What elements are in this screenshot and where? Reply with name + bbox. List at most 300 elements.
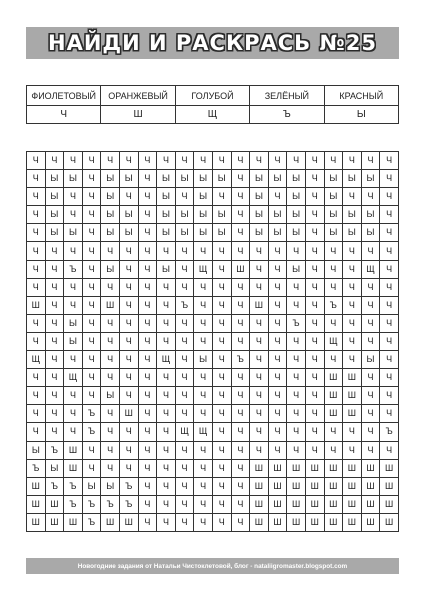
- grid-cell[interactable]: Ш: [27, 513, 46, 531]
- grid-cell[interactable]: Ч: [380, 369, 399, 387]
- grid-cell[interactable]: Ш: [324, 369, 343, 387]
- grid-cell[interactable]: Ч: [287, 423, 306, 441]
- grid-cell[interactable]: Ы: [324, 206, 343, 224]
- grid-cell[interactable]: Ч: [324, 314, 343, 332]
- grid-cell[interactable]: Ы: [250, 206, 269, 224]
- grid-cell[interactable]: Ъ: [380, 423, 399, 441]
- grid-cell[interactable]: Ч: [64, 278, 83, 296]
- grid-cell[interactable]: Ы: [268, 170, 287, 188]
- grid-cell[interactable]: Ч: [212, 441, 231, 459]
- grid-cell[interactable]: Ъ: [324, 296, 343, 314]
- grid-cell[interactable]: Ч: [287, 369, 306, 387]
- grid-cell[interactable]: Ы: [119, 206, 138, 224]
- grid-cell[interactable]: Ш: [361, 477, 380, 495]
- grid-cell[interactable]: Ч: [343, 152, 362, 170]
- grid-cell[interactable]: Ч: [175, 387, 194, 405]
- grid-cell[interactable]: Ы: [45, 188, 64, 206]
- grid-cell[interactable]: Ы: [287, 188, 306, 206]
- grid-cell[interactable]: Ы: [45, 206, 64, 224]
- grid-cell[interactable]: Ы: [157, 188, 176, 206]
- grid-cell[interactable]: Ш: [380, 513, 399, 531]
- grid-cell[interactable]: Ш: [380, 477, 399, 495]
- grid-cell[interactable]: Ч: [45, 332, 64, 350]
- grid-cell[interactable]: Ч: [305, 423, 324, 441]
- grid-cell[interactable]: Ш: [361, 513, 380, 531]
- grid-cell[interactable]: Ч: [45, 242, 64, 260]
- grid-cell[interactable]: Ч: [119, 188, 138, 206]
- grid-cell[interactable]: Ы: [250, 224, 269, 242]
- grid-cell[interactable]: Ч: [361, 242, 380, 260]
- grid-cell[interactable]: Ъ: [64, 260, 83, 278]
- grid-cell[interactable]: Ч: [101, 278, 120, 296]
- grid-cell[interactable]: Щ: [194, 423, 213, 441]
- grid-cell[interactable]: Ы: [212, 206, 231, 224]
- grid-cell[interactable]: Ч: [231, 513, 250, 531]
- grid-cell[interactable]: Ш: [250, 296, 269, 314]
- grid-cell[interactable]: Ч: [82, 351, 101, 369]
- grid-cell[interactable]: Ч: [305, 260, 324, 278]
- grid-cell[interactable]: Ч: [194, 296, 213, 314]
- grid-cell[interactable]: Ч: [175, 441, 194, 459]
- grid-cell[interactable]: Ы: [119, 170, 138, 188]
- grid-cell[interactable]: Ч: [138, 170, 157, 188]
- grid-cell[interactable]: Ч: [305, 387, 324, 405]
- grid-cell[interactable]: Ч: [231, 188, 250, 206]
- grid-cell[interactable]: Ч: [305, 351, 324, 369]
- grid-cell[interactable]: Ч: [268, 152, 287, 170]
- grid-cell[interactable]: Ч: [101, 459, 120, 477]
- grid-cell[interactable]: Ч: [82, 224, 101, 242]
- grid-cell[interactable]: Ы: [45, 224, 64, 242]
- grid-cell[interactable]: Ш: [343, 513, 362, 531]
- grid-cell[interactable]: Ч: [64, 242, 83, 260]
- grid-cell[interactable]: Ы: [64, 314, 83, 332]
- grid-cell[interactable]: Ч: [27, 278, 46, 296]
- grid-cell[interactable]: Ы: [101, 387, 120, 405]
- grid-cell[interactable]: Ч: [324, 152, 343, 170]
- grid-cell[interactable]: Ы: [343, 224, 362, 242]
- grid-cell[interactable]: Ш: [268, 513, 287, 531]
- grid-cell[interactable]: Ч: [250, 369, 269, 387]
- grid-cell[interactable]: Ч: [250, 423, 269, 441]
- grid-cell[interactable]: Ч: [380, 405, 399, 423]
- grid-cell[interactable]: Ч: [361, 441, 380, 459]
- grid-cell[interactable]: Ч: [157, 441, 176, 459]
- grid-cell[interactable]: Ч: [231, 387, 250, 405]
- grid-cell[interactable]: Ч: [361, 405, 380, 423]
- grid-cell[interactable]: Ч: [82, 369, 101, 387]
- grid-cell[interactable]: Ч: [305, 206, 324, 224]
- grid-cell[interactable]: Ч: [157, 405, 176, 423]
- grid-cell[interactable]: Ш: [268, 495, 287, 513]
- grid-cell[interactable]: Ч: [212, 513, 231, 531]
- grid-cell[interactable]: Ч: [82, 188, 101, 206]
- grid-cell[interactable]: Ш: [250, 513, 269, 531]
- grid-cell[interactable]: Ч: [212, 387, 231, 405]
- grid-cell[interactable]: Ч: [157, 495, 176, 513]
- grid-cell[interactable]: Ч: [175, 513, 194, 531]
- grid-cell[interactable]: Ч: [45, 387, 64, 405]
- grid-cell[interactable]: Ш: [268, 477, 287, 495]
- grid-cell[interactable]: Ч: [343, 441, 362, 459]
- grid-cell[interactable]: Ч: [380, 260, 399, 278]
- grid-cell[interactable]: Ч: [361, 188, 380, 206]
- grid-cell[interactable]: Ч: [138, 369, 157, 387]
- grid-cell[interactable]: Ы: [268, 224, 287, 242]
- grid-cell[interactable]: Ш: [45, 513, 64, 531]
- grid-cell[interactable]: Ч: [380, 332, 399, 350]
- grid-cell[interactable]: Ъ: [82, 495, 101, 513]
- grid-cell[interactable]: Ч: [175, 152, 194, 170]
- grid-cell[interactable]: Ч: [119, 387, 138, 405]
- grid-cell[interactable]: Щ: [27, 351, 46, 369]
- grid-cell[interactable]: Ч: [268, 387, 287, 405]
- grid-cell[interactable]: Ч: [157, 387, 176, 405]
- grid-cell[interactable]: Ч: [138, 513, 157, 531]
- grid-cell[interactable]: Ч: [305, 369, 324, 387]
- grid-cell[interactable]: Ы: [45, 459, 64, 477]
- grid-cell[interactable]: Ш: [45, 495, 64, 513]
- grid-cell[interactable]: Ч: [138, 423, 157, 441]
- grid-cell[interactable]: Ч: [268, 242, 287, 260]
- grid-cell[interactable]: Ч: [305, 278, 324, 296]
- grid-cell[interactable]: Ы: [361, 170, 380, 188]
- grid-cell[interactable]: Ш: [324, 387, 343, 405]
- grid-cell[interactable]: Ч: [380, 188, 399, 206]
- grid-cell[interactable]: Ч: [138, 188, 157, 206]
- grid-cell[interactable]: Ч: [45, 351, 64, 369]
- grid-cell[interactable]: Ч: [27, 242, 46, 260]
- grid-cell[interactable]: Ч: [250, 314, 269, 332]
- grid-cell[interactable]: Ч: [343, 278, 362, 296]
- grid-cell[interactable]: Ч: [157, 152, 176, 170]
- grid-cell[interactable]: Ч: [45, 423, 64, 441]
- grid-cell[interactable]: Ч: [119, 278, 138, 296]
- grid-cell[interactable]: Ч: [45, 296, 64, 314]
- grid-cell[interactable]: Ч: [27, 423, 46, 441]
- grid-cell[interactable]: Ч: [64, 351, 83, 369]
- grid-cell[interactable]: Ч: [82, 459, 101, 477]
- grid-cell[interactable]: Ы: [343, 206, 362, 224]
- grid-cell[interactable]: Ш: [380, 459, 399, 477]
- grid-cell[interactable]: Ч: [27, 188, 46, 206]
- grid-cell[interactable]: Ч: [231, 405, 250, 423]
- grid-cell[interactable]: Ч: [175, 314, 194, 332]
- grid-cell[interactable]: Ы: [82, 477, 101, 495]
- grid-cell[interactable]: Ч: [45, 369, 64, 387]
- grid-cell[interactable]: Ч: [157, 423, 176, 441]
- grid-cell[interactable]: Ш: [101, 513, 120, 531]
- grid-cell[interactable]: Ч: [324, 351, 343, 369]
- grid-cell[interactable]: Ъ: [45, 441, 64, 459]
- grid-cell[interactable]: Ч: [101, 332, 120, 350]
- grid-cell[interactable]: Ы: [101, 206, 120, 224]
- grid-cell[interactable]: Ч: [268, 260, 287, 278]
- grid-cell[interactable]: Ч: [343, 188, 362, 206]
- grid-cell[interactable]: Ч: [175, 260, 194, 278]
- grid-cell[interactable]: Ч: [380, 387, 399, 405]
- grid-cell[interactable]: Ч: [212, 369, 231, 387]
- grid-cell[interactable]: Ч: [119, 369, 138, 387]
- grid-cell[interactable]: Ч: [27, 152, 46, 170]
- grid-cell[interactable]: Ч: [101, 369, 120, 387]
- grid-cell[interactable]: Ч: [268, 405, 287, 423]
- grid-cell[interactable]: Ч: [138, 459, 157, 477]
- grid-cell[interactable]: Ч: [27, 170, 46, 188]
- grid-cell[interactable]: Ы: [250, 170, 269, 188]
- grid-cell[interactable]: Ъ: [119, 477, 138, 495]
- grid-cell[interactable]: Ч: [231, 495, 250, 513]
- grid-cell[interactable]: Ч: [101, 242, 120, 260]
- grid-cell[interactable]: Ч: [305, 170, 324, 188]
- grid-cell[interactable]: Ч: [175, 369, 194, 387]
- grid-cell[interactable]: Ч: [231, 296, 250, 314]
- grid-cell[interactable]: Ч: [175, 477, 194, 495]
- grid-cell[interactable]: Ш: [64, 441, 83, 459]
- grid-cell[interactable]: Ы: [194, 206, 213, 224]
- grid-cell[interactable]: Ы: [157, 260, 176, 278]
- grid-cell[interactable]: Ы: [361, 351, 380, 369]
- grid-cell[interactable]: Ч: [175, 332, 194, 350]
- grid-cell[interactable]: Ч: [138, 477, 157, 495]
- grid-cell[interactable]: Ш: [305, 513, 324, 531]
- grid-cell[interactable]: Ч: [212, 351, 231, 369]
- grid-cell[interactable]: Ч: [45, 152, 64, 170]
- grid-cell[interactable]: Ч: [157, 332, 176, 350]
- grid-cell[interactable]: Ы: [287, 170, 306, 188]
- grid-cell[interactable]: Ч: [175, 278, 194, 296]
- grid-cell[interactable]: Ч: [380, 170, 399, 188]
- grid-cell[interactable]: Ч: [287, 405, 306, 423]
- grid-cell[interactable]: Ш: [343, 495, 362, 513]
- grid-cell[interactable]: Ъ: [64, 477, 83, 495]
- grid-cell[interactable]: Ч: [268, 441, 287, 459]
- grid-cell[interactable]: Ч: [231, 206, 250, 224]
- grid-cell[interactable]: Ы: [250, 188, 269, 206]
- grid-cell[interactable]: Ш: [268, 459, 287, 477]
- grid-cell[interactable]: Ш: [101, 296, 120, 314]
- grid-cell[interactable]: Ы: [212, 170, 231, 188]
- grid-cell[interactable]: Ч: [212, 188, 231, 206]
- grid-cell[interactable]: Ч: [64, 423, 83, 441]
- grid-cell[interactable]: Ы: [361, 206, 380, 224]
- grid-cell[interactable]: Ч: [324, 278, 343, 296]
- grid-cell[interactable]: Ч: [361, 152, 380, 170]
- grid-cell[interactable]: Ч: [175, 495, 194, 513]
- grid-cell[interactable]: Ы: [101, 224, 120, 242]
- grid-cell[interactable]: Ч: [343, 296, 362, 314]
- grid-cell[interactable]: Ч: [175, 405, 194, 423]
- grid-cell[interactable]: Щ: [324, 332, 343, 350]
- grid-cell[interactable]: Ъ: [45, 477, 64, 495]
- grid-cell[interactable]: Ч: [231, 332, 250, 350]
- grid-cell[interactable]: Ч: [27, 405, 46, 423]
- grid-cell[interactable]: Ы: [287, 224, 306, 242]
- grid-cell[interactable]: Ч: [287, 351, 306, 369]
- grid-cell[interactable]: Ч: [194, 314, 213, 332]
- grid-cell[interactable]: Ч: [138, 278, 157, 296]
- grid-cell[interactable]: Ч: [27, 387, 46, 405]
- grid-cell[interactable]: Ч: [157, 296, 176, 314]
- grid-cell[interactable]: Ч: [305, 441, 324, 459]
- grid-cell[interactable]: Ъ: [119, 495, 138, 513]
- grid-cell[interactable]: Ш: [343, 387, 362, 405]
- grid-cell[interactable]: Ы: [324, 188, 343, 206]
- grid-cell[interactable]: Ч: [82, 170, 101, 188]
- grid-cell[interactable]: Ч: [250, 441, 269, 459]
- grid-cell[interactable]: Ч: [194, 242, 213, 260]
- grid-cell[interactable]: Ш: [119, 405, 138, 423]
- grid-cell[interactable]: Ш: [250, 459, 269, 477]
- grid-cell[interactable]: Ч: [119, 242, 138, 260]
- grid-cell[interactable]: Ы: [268, 206, 287, 224]
- grid-cell[interactable]: Щ: [361, 260, 380, 278]
- grid-cell[interactable]: Ч: [268, 423, 287, 441]
- grid-cell[interactable]: Ы: [157, 170, 176, 188]
- grid-cell[interactable]: Ч: [324, 423, 343, 441]
- grid-cell[interactable]: Ч: [212, 423, 231, 441]
- grid-cell[interactable]: Ч: [231, 314, 250, 332]
- grid-cell[interactable]: Ч: [82, 152, 101, 170]
- grid-cell[interactable]: Ч: [27, 260, 46, 278]
- grid-cell[interactable]: Ъ: [101, 495, 120, 513]
- grid-cell[interactable]: Ч: [194, 332, 213, 350]
- grid-cell[interactable]: Ч: [82, 278, 101, 296]
- grid-cell[interactable]: Ч: [250, 405, 269, 423]
- grid-cell[interactable]: Ы: [343, 170, 362, 188]
- grid-cell[interactable]: Ч: [138, 405, 157, 423]
- grid-cell[interactable]: Щ: [64, 369, 83, 387]
- grid-cell[interactable]: Ч: [194, 278, 213, 296]
- grid-cell[interactable]: Ч: [343, 242, 362, 260]
- grid-cell[interactable]: Ч: [175, 188, 194, 206]
- grid-cell[interactable]: Ч: [250, 351, 269, 369]
- grid-cell[interactable]: Ы: [324, 224, 343, 242]
- grid-cell[interactable]: Ш: [324, 459, 343, 477]
- grid-cell[interactable]: Ч: [268, 314, 287, 332]
- grid-cell[interactable]: Ы: [64, 332, 83, 350]
- grid-cell[interactable]: Ъ: [82, 405, 101, 423]
- grid-cell[interactable]: Ч: [82, 296, 101, 314]
- grid-cell[interactable]: Ы: [119, 224, 138, 242]
- grid-cell[interactable]: Ш: [64, 459, 83, 477]
- grid-cell[interactable]: Ч: [119, 314, 138, 332]
- grid-cell[interactable]: Ч: [82, 206, 101, 224]
- grid-cell[interactable]: Ч: [157, 278, 176, 296]
- grid-cell[interactable]: Ч: [287, 278, 306, 296]
- grid-cell[interactable]: Ч: [212, 332, 231, 350]
- grid-cell[interactable]: Ч: [287, 441, 306, 459]
- grid-cell[interactable]: Ч: [343, 314, 362, 332]
- grid-cell[interactable]: Ч: [157, 314, 176, 332]
- grid-cell[interactable]: Ч: [212, 495, 231, 513]
- grid-cell[interactable]: Ш: [305, 477, 324, 495]
- grid-cell[interactable]: Ч: [119, 441, 138, 459]
- grid-cell[interactable]: Ч: [268, 332, 287, 350]
- grid-cell[interactable]: Ч: [212, 477, 231, 495]
- grid-cell[interactable]: Ч: [380, 242, 399, 260]
- grid-cell[interactable]: Ч: [231, 170, 250, 188]
- grid-cell[interactable]: Ы: [157, 224, 176, 242]
- grid-cell[interactable]: Ч: [380, 296, 399, 314]
- grid-cell[interactable]: Ч: [138, 387, 157, 405]
- grid-cell[interactable]: Ш: [27, 495, 46, 513]
- grid-cell[interactable]: Ч: [45, 314, 64, 332]
- grid-cell[interactable]: Ч: [361, 387, 380, 405]
- grid-cell[interactable]: Ч: [305, 152, 324, 170]
- grid-cell[interactable]: Ч: [194, 405, 213, 423]
- grid-cell[interactable]: Ч: [64, 296, 83, 314]
- grid-cell[interactable]: Ч: [250, 332, 269, 350]
- grid-cell[interactable]: Ч: [138, 206, 157, 224]
- grid-cell[interactable]: Ч: [324, 260, 343, 278]
- grid-cell[interactable]: Ч: [212, 152, 231, 170]
- grid-cell[interactable]: Ч: [194, 513, 213, 531]
- grid-cell[interactable]: Ч: [27, 224, 46, 242]
- grid-cell[interactable]: Ч: [212, 459, 231, 477]
- grid-cell[interactable]: Ч: [119, 260, 138, 278]
- grid-cell[interactable]: Ч: [287, 242, 306, 260]
- grid-cell[interactable]: Ч: [380, 441, 399, 459]
- grid-cell[interactable]: Ш: [305, 459, 324, 477]
- grid-cell[interactable]: Ч: [268, 188, 287, 206]
- grid-cell[interactable]: Ч: [287, 332, 306, 350]
- grid-cell[interactable]: Ш: [361, 495, 380, 513]
- grid-cell[interactable]: Ы: [212, 224, 231, 242]
- grid-cell[interactable]: Ч: [231, 423, 250, 441]
- grid-cell[interactable]: Ч: [138, 351, 157, 369]
- grid-cell[interactable]: Ч: [250, 278, 269, 296]
- grid-cell[interactable]: Ч: [287, 387, 306, 405]
- grid-cell[interactable]: Ч: [305, 188, 324, 206]
- grid-cell[interactable]: Ч: [380, 314, 399, 332]
- grid-cell[interactable]: Ч: [27, 314, 46, 332]
- grid-cell[interactable]: Ч: [45, 278, 64, 296]
- grid-cell[interactable]: Ш: [64, 513, 83, 531]
- grid-cell[interactable]: Ч: [138, 495, 157, 513]
- grid-cell[interactable]: Ч: [287, 296, 306, 314]
- grid-cell[interactable]: Ч: [101, 405, 120, 423]
- grid-cell[interactable]: Ш: [119, 513, 138, 531]
- grid-cell[interactable]: Ъ: [231, 351, 250, 369]
- grid-cell[interactable]: Ш: [343, 459, 362, 477]
- grid-cell[interactable]: Ч: [175, 459, 194, 477]
- grid-cell[interactable]: Ы: [194, 351, 213, 369]
- grid-cell[interactable]: Ч: [343, 423, 362, 441]
- grid-cell[interactable]: Ч: [268, 351, 287, 369]
- grid-cell[interactable]: Ы: [175, 206, 194, 224]
- grid-cell[interactable]: Ч: [231, 459, 250, 477]
- grid-cell[interactable]: Ч: [157, 513, 176, 531]
- grid-cell[interactable]: Ъ: [27, 459, 46, 477]
- grid-cell[interactable]: Ч: [305, 224, 324, 242]
- grid-cell[interactable]: Ч: [380, 152, 399, 170]
- grid-cell[interactable]: Ч: [361, 332, 380, 350]
- grid-cell[interactable]: Ч: [138, 224, 157, 242]
- grid-cell[interactable]: Ч: [64, 206, 83, 224]
- grid-cell[interactable]: Ч: [268, 296, 287, 314]
- grid-cell[interactable]: Ч: [157, 459, 176, 477]
- grid-cell[interactable]: Ч: [231, 369, 250, 387]
- grid-cell[interactable]: Ч: [250, 152, 269, 170]
- grid-cell[interactable]: Ч: [138, 296, 157, 314]
- grid-cell[interactable]: Ы: [175, 170, 194, 188]
- grid-cell[interactable]: Щ: [194, 260, 213, 278]
- grid-cell[interactable]: Ч: [361, 296, 380, 314]
- grid-cell[interactable]: Ч: [305, 405, 324, 423]
- grid-cell[interactable]: Ч: [380, 224, 399, 242]
- grid-cell[interactable]: Ч: [138, 332, 157, 350]
